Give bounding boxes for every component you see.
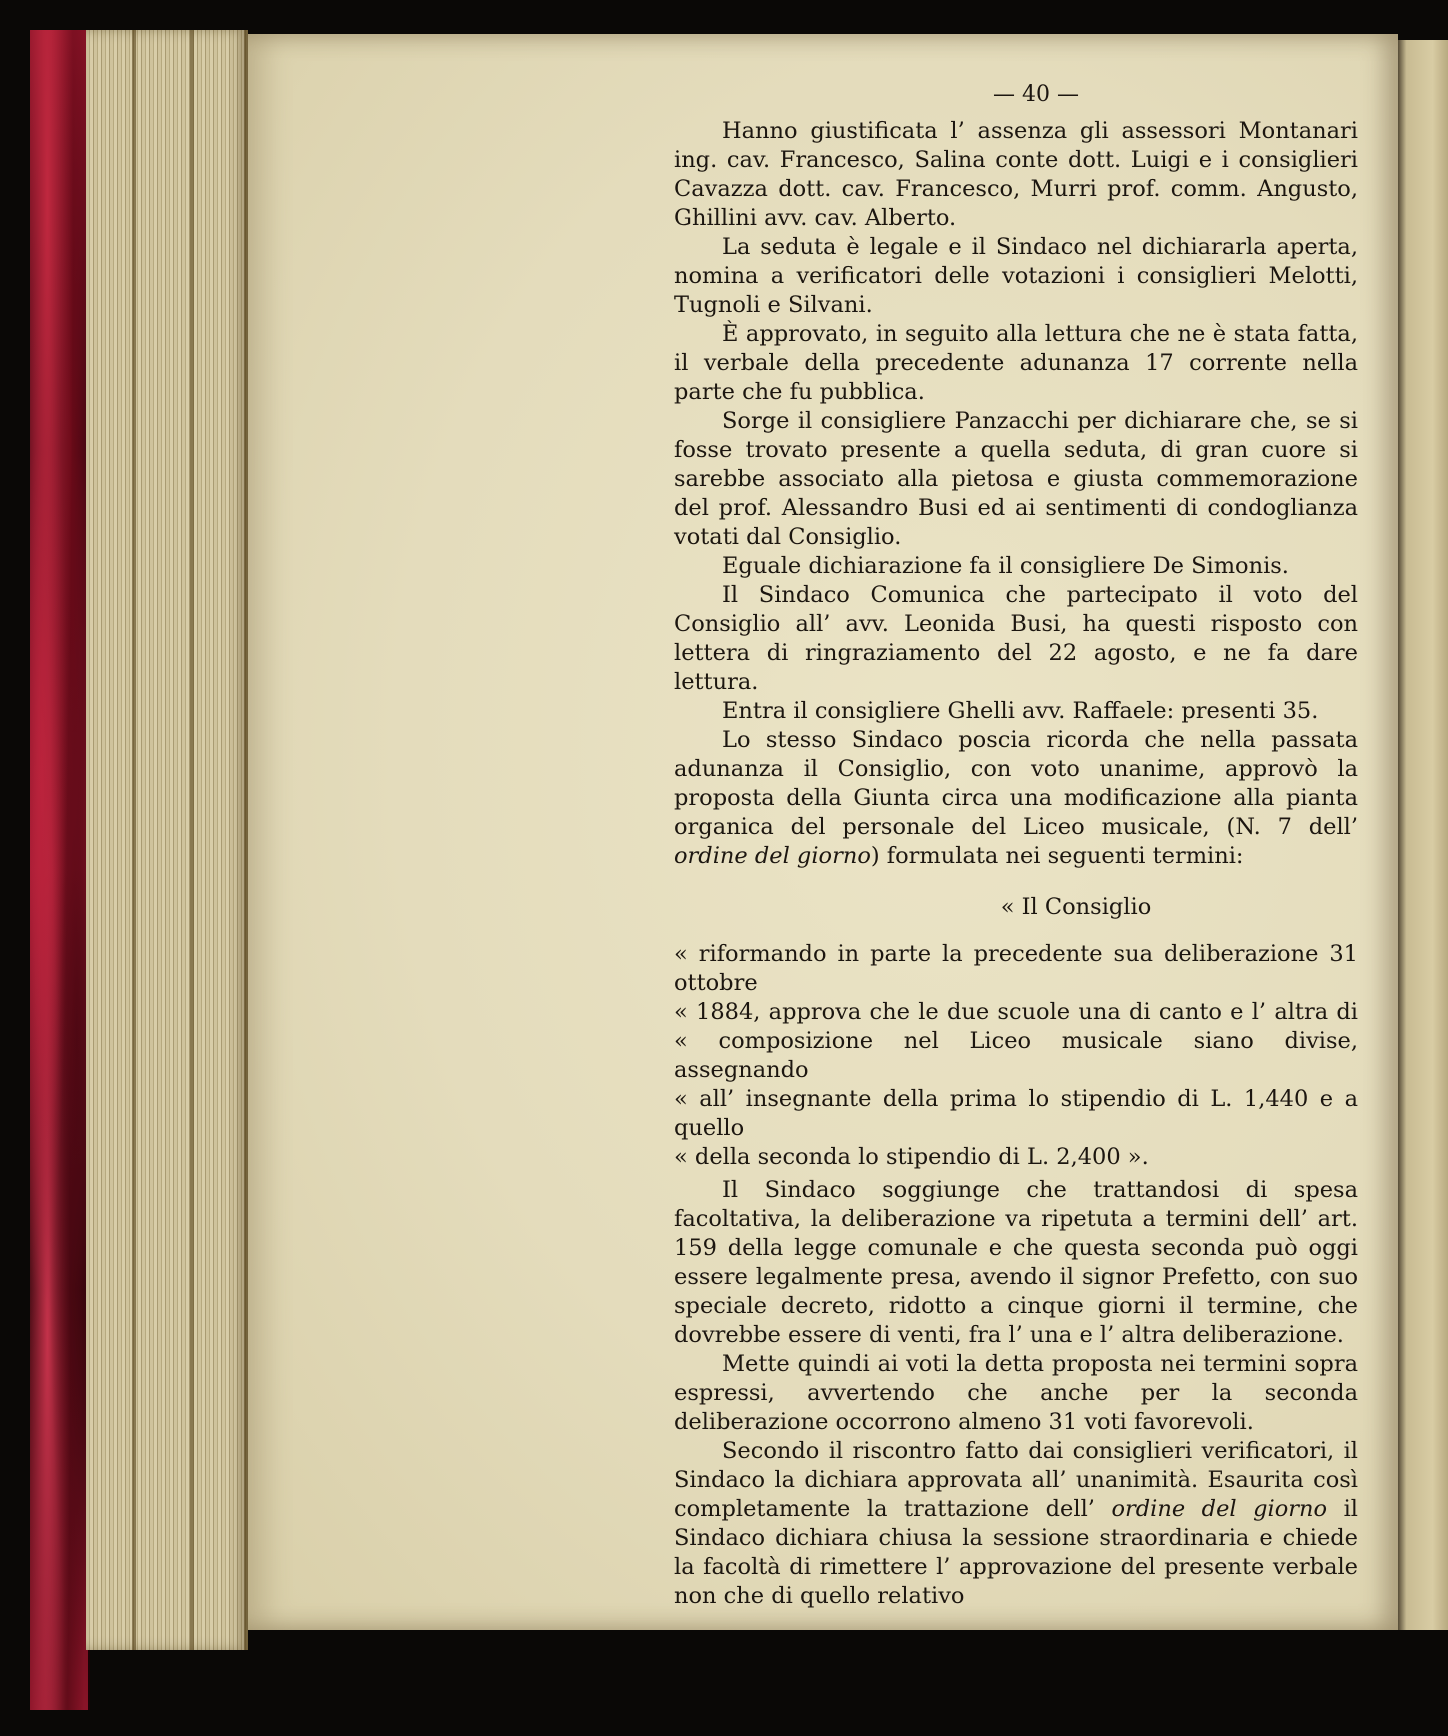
quote-line: « riformando in parte la precedente sua deliberazione 31 ottobre — [674, 941, 1358, 996]
paragraph: Entra il consigliere Ghelli avv. Raffaele: presenti 35. — [722, 698, 1319, 724]
facing-page-edge — [1396, 40, 1448, 1630]
text-run: il Sindaco dichiara chiusa la sessione straordinaria e chiede la facoltà di rimettere l’ approvazione del presente verbale non che di quello relativo — [674, 1496, 1359, 1609]
quote-line: « della seconda lo stipendio di L. 2,400 ». — [674, 1144, 1149, 1170]
text-run: ) formulata nei seguenti termini: — [870, 843, 1244, 869]
paragraph: Il Sindaco Comunica che partecipato il voto del Consiglio all’ avv. Leonida Busi, ha questi risposto con lettera di ringraziamento del 22 agosto, e ne fa dare lettura. — [674, 582, 1358, 695]
page-edge-stack — [86, 30, 248, 1650]
italic-text: ordine del giorno — [1111, 1496, 1328, 1522]
paragraph: La seduta è legale e il Sindaco nel dichiararla aperta, nomina a verificatori delle votazioni i consiglieri Melotti, Tugnoli e Silvani. — [674, 234, 1358, 318]
paragraph: Sorge il consigliere Panzacchi per dichiarare che, se si fosse trovato presente a quella seduta, di gran cuore si sarebbe associato alla pietosa e giusta commemorazione del prof. Alessandro Busi ed ai sentimenti di condoglianza votati dal Consiglio. — [674, 408, 1358, 550]
paragraph: Hanno giustificata l’ assenza gli assessori Montanari ing. cav. Francesco, Salina conte dott. Luigi e i consiglieri Cavazza dott. cav. Francesco, Murri prof. comm. Angusto, Ghillini avv. cav. Alberto. — [674, 118, 1358, 231]
marbled-binding — [30, 30, 90, 1710]
paragraph: È approvato, in seguito alla lettura che ne è stata fatta, il verbale della precedente adunanza 17 corrente nella parte che fu pubblica. — [674, 321, 1358, 405]
stack-divider — [190, 30, 194, 1650]
page-text — [674, 80, 1358, 1611]
quote-line: « composizione nel Liceo musicale siano divise, assegnando — [674, 1028, 1358, 1083]
stack-divider — [132, 30, 136, 1650]
italic-text: ordine del giorno — [674, 843, 871, 869]
paragraph: Il Sindaco soggiunge che trattandosi di spesa facoltativa, la deliberazione va ripetuta a termini dell’ art. 159 della legge comunale e che questa seconda può oggi essere legalmente presa, avendo il signor Prefetto, con suo speciale decreto, ridotto a cinque giorni il termine, che dovrebbe essere di venti, fra l’ una e l’ altra deliberazione. — [674, 1177, 1358, 1348]
paragraph: Eguale dichiarazione fa il consigliere De Simonis. — [722, 553, 1289, 579]
page-number: — 40 — — [993, 82, 1079, 107]
paragraph — [674, 1437, 1358, 1611]
quote-line: « 1884, approva che le due scuole una di canto e l’ altra di — [674, 999, 1358, 1025]
text-run: Secondo il riscontro fatto dai consiglieri verificatori, il Sindaco la dichiara approvata all’ unanimità. Esaurita così completamente la trattazione dell’ — [674, 1438, 1358, 1522]
paragraph — [674, 726, 1358, 871]
quote-heading: « Il Consiglio — [1000, 894, 1152, 920]
quote-line: « all’ insegnante della prima lo stipendio di L. 1,440 e a quello — [674, 1086, 1358, 1141]
paragraph: Mette quindi ai voti la detta proposta nei termini sopra espressi, avvertendo che anche per la seconda deliberazione occorrono almeno 31 voti favorevoli. — [674, 1351, 1358, 1435]
text-run: Lo stesso Sindaco poscia ricorda che nella passata adunanza il Consiglio, con voto unanime, approvò la proposta della Giunta circa una modificazione alla pianta organica del personale del Liceo musicale, (N. 7 dell’ — [674, 727, 1358, 840]
